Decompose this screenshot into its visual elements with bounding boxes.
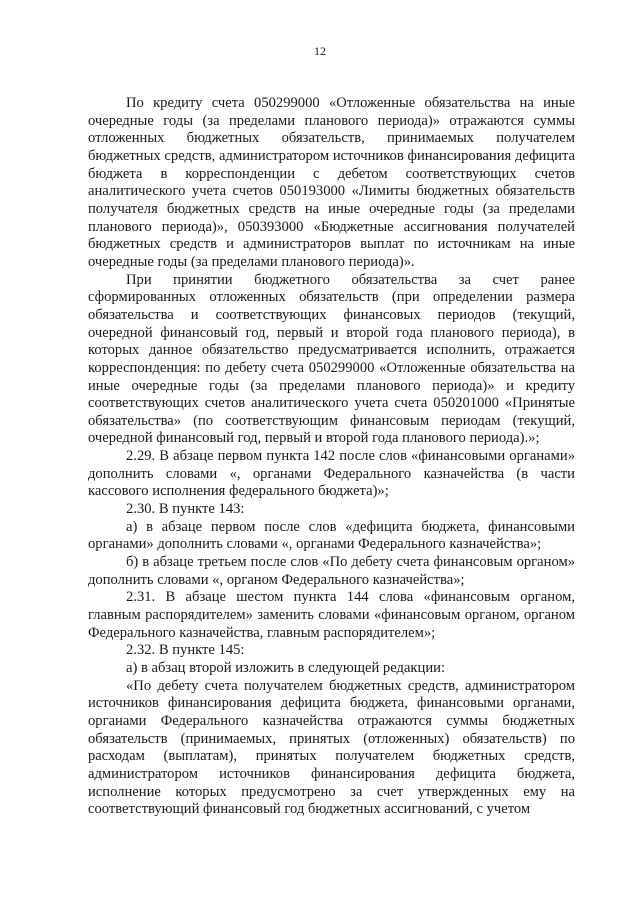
paragraph-1: По кредиту счета 050299000 «Отложенные обязательства на иные очередные годы (за пределами планового периода)» отражаются суммы отложенных бюджетных обязательств, принимаемых получателем бюджетных средств, администратором источников финансирования дефицита бюджета в корреспонденции с дебетом соответствующих счетов аналитического учета счетов 050193000 «Лимиты бюджетных обязательств получателя бюджетных средств на иные очередные годы (за пределами планового периода)», 050393000 «Бюджетные ассигнования получателей бюджетных средств и администраторов выплат по источникам на иные очередные годы (за пределами планового периода)».: [88, 95, 575, 270]
paragraph-3: 2.29. В абзаце первом пункта 142 после слов «финансовыми органами» дополнить словами «, органами Федерального казначейства (в части кассового исполнения федерального бюджета)»;: [88, 448, 575, 500]
paragraph-10: «По дебету счета получателем бюджетных средств, администратором источников финансирования дефицита бюджета, финансовыми органами, органами Федерального казначейства отражаются суммы бюджетных обязательств (принимаемых, принятых (отложенных) обязательств) по расходам (выплатам), принятых получателем бюджетных средств, администратором источников финансирования дефицита бюджета, исполнение которых предусмотрено за счет утвержденных ему на соответствующий финансовый год бюджетных ассигнований, с учетом: [88, 677, 575, 818]
page-number: 12: [314, 44, 326, 58]
paragraph-2: При принятии бюджетного обязательства за счет ранее сформированных отложенных обязательств (при определении размера обязательства и соответствующих финансовых периодов (текущий, очередной финансовый год, первый и второй года планового периода), в которых данное обязательство предусматривается исполнить, отражается корреспонденция: по дебету счета 050299000 «Отложенные обязательства на иные очередные годы (за пределами планового периода)» и кредиту соответствующих счетов аналитического учета счета 050201000 «Принятые обязательства» (по соответствующим финансовым периодам (текущий, очередной финансовый год, первый и второй года планового периода).»;: [88, 271, 575, 447]
paragraph-8: 2.32. В пункте 145:: [126, 642, 245, 659]
paragraph-4: 2.30. В пункте 143:: [126, 501, 245, 518]
paragraph-5: а) в абзаце первом после слов «дефицита бюджета, финансовыми органами» дополнить словами «, органами Федерального казначейства»;: [88, 518, 575, 553]
document-body: [88, 95, 575, 819]
paragraph-6: б) в абзаце третьем после слов «По дебету счета финансовым органом» дополнить словами «, органом Федерального казначейства»;: [88, 554, 575, 588]
paragraph-9: а) в абзац второй изложить в следующей редакции:: [126, 660, 445, 676]
paragraph-7: 2.31. В абзаце шестом пункта 144 слова «финансовым органом, главным распорядителем» заменить словами «финансовым органом, органом Федерального казначейства, главным распорядителем»;: [88, 589, 575, 641]
